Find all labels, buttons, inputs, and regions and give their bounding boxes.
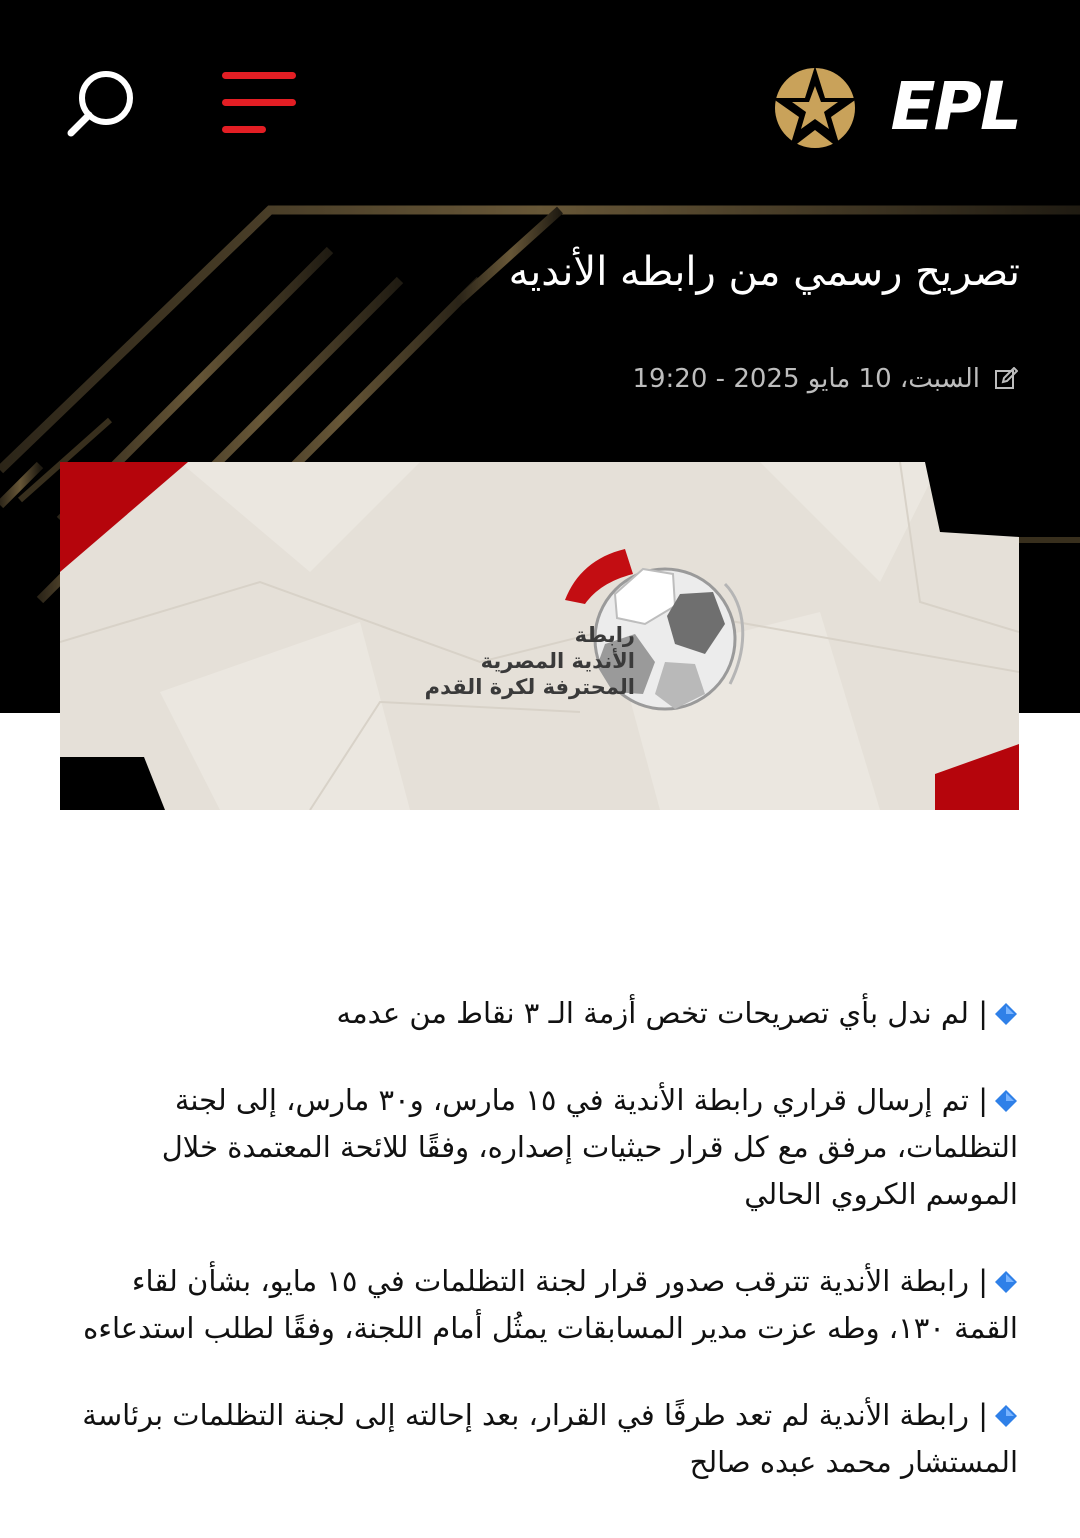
star-ball-logo-icon (770, 62, 860, 154)
epl-logo[interactable] (770, 62, 1020, 154)
article-paragraph (62, 1077, 1018, 1218)
article-body (62, 990, 1018, 1526)
blue-diamond-icon (994, 1089, 1018, 1113)
league-name-text (425, 622, 635, 700)
menu-line (222, 72, 296, 79)
article-paragraph (62, 990, 1018, 1037)
article-meta (632, 364, 1018, 394)
article-date: السبت، 10 مايو 2025 - 19:20 (632, 364, 980, 394)
league-name-line: المحترفة لكرة القدم (424, 675, 635, 699)
search-icon (66, 66, 138, 138)
article-paragraph (62, 1392, 1018, 1486)
edit-icon (994, 367, 1018, 391)
menu-line (222, 99, 296, 106)
menu-button[interactable] (222, 72, 296, 134)
blue-diamond-icon (994, 1404, 1018, 1428)
paragraph-text: | تم إرسال قراري رابطة الأندية في ١٥ مارس، و٣٠ مارس، إلى لجنة التظلمات، مرفق مع كل قرار حيثيات إصداره، وفقًا للائحة المعتمدة خلال الموسم الكروي الحالي (161, 1083, 1018, 1211)
league-name-line: رابطة (574, 623, 635, 647)
blue-diamond-icon (994, 1270, 1018, 1294)
article-paragraph (62, 1258, 1018, 1352)
paragraph-text: | رابطة الأندية لم تعد طرفًا في القرار، بعد إحالته إلى لجنة التظلمات برئاسة المستشار محمد عبده صالح (82, 1398, 1018, 1479)
logo-text: EPL (890, 68, 1020, 145)
article-title: تصريح رسمي من رابطه الأنديه (508, 249, 1020, 295)
league-name-line: الأندية المصرية (480, 649, 635, 673)
search-button[interactable] (66, 66, 138, 138)
menu-line (222, 126, 266, 133)
paragraph-text: | رابطة الأندية تترقب صدور قرار لجنة التظلمات في ١٥ مايو، بشأن لقاء القمة ١٣٠، وطه عزت مدير المسابقات يمثُل أمام اللجنة، وفقًا لطلب استدعاءه (83, 1264, 1018, 1345)
paragraph-text: | لم ندل بأي تصريحات تخص أزمة الـ ٣ نقاط من عدمه (336, 996, 988, 1030)
blue-diamond-icon (994, 1002, 1018, 1026)
